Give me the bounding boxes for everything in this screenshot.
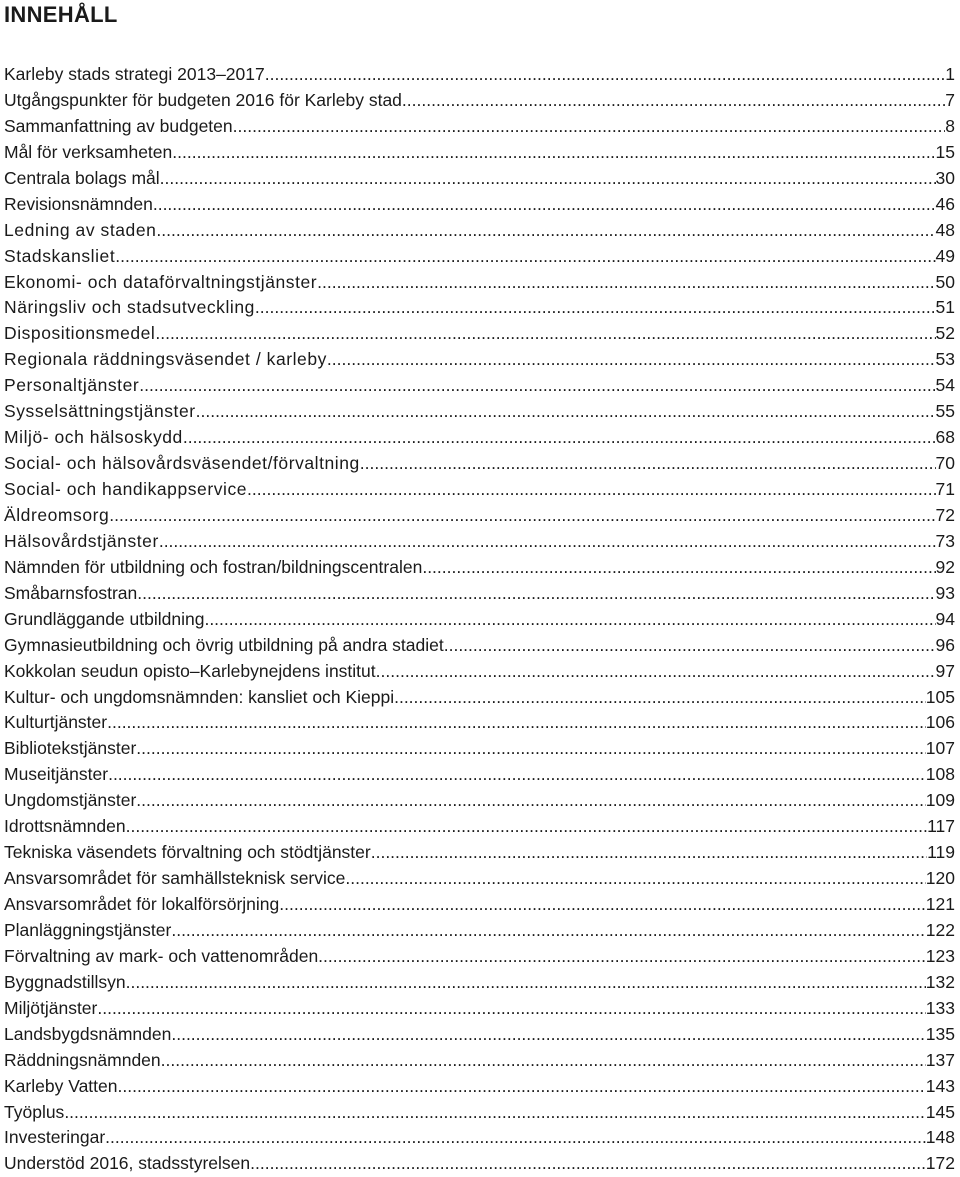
toc-entry[interactable] bbox=[4, 918, 955, 944]
toc-entry-title: Sysselsättningstjänster bbox=[4, 401, 196, 422]
toc-entry-page: 15 bbox=[935, 141, 955, 162]
toc-entry-title: Hälsovårdstjänster bbox=[4, 530, 159, 551]
toc-dot-leader bbox=[204, 607, 935, 633]
toc-entry-title: Ansvarsområdet för samhällsteknisk service bbox=[4, 868, 346, 889]
toc-entry[interactable] bbox=[4, 88, 955, 114]
toc-entry[interactable] bbox=[4, 762, 955, 788]
toc-entry-page: 48 bbox=[935, 219, 955, 240]
toc-entry-page: 137 bbox=[925, 1049, 955, 1070]
toc-entry-page: 105 bbox=[925, 686, 955, 707]
toc-entry-title: Kultur- och ungdomsnämnden: kansliet och Kieppi bbox=[4, 686, 395, 707]
toc-entry-title: Förvaltning av mark- och vattenområden bbox=[4, 945, 319, 966]
toc-dot-leader bbox=[159, 529, 936, 555]
toc-entry-title: Grundläggande utbildning bbox=[4, 608, 205, 629]
toc-entry-page: 93 bbox=[935, 582, 955, 603]
toc-entry[interactable] bbox=[4, 62, 955, 88]
toc-entry-title: Räddningsnämnden bbox=[4, 1049, 161, 1070]
toc-entry-title: Planläggningstjänster bbox=[4, 919, 172, 940]
toc-entry-title: Miljötjänster bbox=[4, 997, 98, 1018]
toc-entry-title: Tekniska väsendets förvaltning och stödtjänster bbox=[4, 842, 371, 863]
toc-entry-title: Dispositionsmedel bbox=[4, 323, 156, 344]
toc-dot-leader bbox=[64, 1100, 925, 1126]
toc-entry[interactable] bbox=[4, 1100, 955, 1126]
toc-entry-title: Karleby stads strategi 2013–2017 bbox=[4, 64, 265, 84]
toc-entry-page: 143 bbox=[925, 1075, 955, 1096]
toc-dot-leader bbox=[97, 996, 925, 1022]
toc-entry-title: Museitjänster bbox=[4, 764, 109, 785]
toc-entry-title: Bibliotekstjänster bbox=[4, 738, 137, 759]
toc-dot-leader bbox=[422, 555, 935, 581]
toc-dot-leader bbox=[247, 477, 936, 503]
toc-dot-leader bbox=[153, 192, 936, 218]
toc-entry[interactable] bbox=[4, 633, 955, 659]
toc-entry-title: Karleby Vatten bbox=[4, 1075, 118, 1096]
toc-entry-title: Understöd 2016, stadsstyrelsen bbox=[4, 1153, 251, 1174]
toc-entry-page: 148 bbox=[925, 1127, 955, 1148]
toc-entry[interactable] bbox=[4, 1074, 955, 1100]
toc-entry[interactable] bbox=[4, 321, 955, 347]
toc-entry-page: 135 bbox=[925, 1023, 955, 1044]
toc-dot-leader bbox=[327, 347, 936, 373]
toc-dot-leader bbox=[171, 1022, 925, 1048]
toc-entry[interactable] bbox=[4, 295, 955, 321]
toc-entry-page: 106 bbox=[925, 712, 955, 733]
toc-entry-title: Gymnasieutbildning och övrig utbildning på andra stadiet bbox=[4, 634, 444, 655]
toc-dot-leader bbox=[160, 166, 936, 192]
toc-entry-page: 52 bbox=[935, 323, 955, 344]
toc-entry-page: 109 bbox=[925, 790, 955, 811]
toc-entry-page: 132 bbox=[925, 971, 955, 992]
toc-entry[interactable] bbox=[4, 425, 955, 451]
toc-entry[interactable] bbox=[4, 503, 955, 529]
toc-dot-leader bbox=[279, 892, 926, 918]
toc-entry-page: 8 bbox=[945, 115, 955, 136]
toc-dot-leader bbox=[345, 866, 925, 892]
toc-entry-title: Social- och hälsovårdsväsendet/förvaltning bbox=[4, 453, 360, 474]
toc-dot-leader bbox=[196, 399, 936, 425]
toc-entry[interactable] bbox=[4, 140, 955, 166]
toc-entry-page: 50 bbox=[935, 271, 955, 292]
toc-entry-title: Työplus bbox=[4, 1101, 65, 1122]
toc-entry-page: 7 bbox=[945, 89, 955, 110]
toc-entry[interactable] bbox=[4, 736, 955, 762]
toc-dot-leader bbox=[136, 788, 926, 814]
toc-entry-page: 108 bbox=[925, 764, 955, 785]
toc-entry-title: Social- och handikappservice bbox=[4, 479, 248, 499]
toc-entry[interactable] bbox=[4, 555, 955, 581]
toc-entry-title: Centrala bolags mål bbox=[4, 167, 160, 188]
toc-entry[interactable] bbox=[4, 659, 955, 685]
table-of-contents bbox=[4, 62, 955, 1177]
toc-entry-page: 133 bbox=[925, 997, 955, 1018]
toc-dot-leader bbox=[265, 62, 946, 88]
toc-entry-title: Nämnden för utbildning och fostran/bildningscentralen bbox=[4, 556, 423, 577]
toc-entry-title: Äldreomsorg bbox=[4, 504, 110, 525]
toc-dot-leader bbox=[105, 1125, 926, 1151]
toc-entry[interactable] bbox=[4, 840, 955, 866]
toc-entry-page: 55 bbox=[935, 401, 955, 422]
toc-entry[interactable] bbox=[4, 1048, 955, 1074]
toc-entry-title: Ungdomstjänster bbox=[4, 790, 137, 811]
toc-dot-leader bbox=[318, 944, 926, 970]
toc-entry[interactable] bbox=[4, 944, 955, 970]
toc-entry-title: Sammanfattning av budgeten bbox=[4, 115, 233, 136]
toc-entry-page: 30 bbox=[935, 167, 955, 188]
toc-entry-title: Miljö- och hälsoskydd bbox=[4, 427, 183, 448]
toc-dot-leader bbox=[155, 321, 935, 347]
toc-entry-page: 119 bbox=[927, 842, 955, 863]
toc-entry[interactable] bbox=[4, 1151, 955, 1177]
toc-entry-page: 73 bbox=[935, 530, 955, 551]
toc-entry-page: 1 bbox=[945, 64, 955, 84]
toc-entry[interactable] bbox=[4, 788, 955, 814]
toc-entry[interactable] bbox=[4, 529, 955, 555]
toc-entry-page: 72 bbox=[935, 504, 955, 525]
toc-entry[interactable] bbox=[4, 114, 955, 140]
toc-entry[interactable] bbox=[4, 970, 955, 996]
toc-entry-title: Byggnadstillsyn bbox=[4, 971, 126, 992]
toc-entry-title: Ansvarsområdet för lokalförsörjning bbox=[4, 894, 280, 914]
toc-dot-leader bbox=[118, 1074, 926, 1100]
toc-entry[interactable] bbox=[4, 477, 955, 503]
toc-entry[interactable] bbox=[4, 451, 955, 477]
toc-entry-title: Revisionsnämnden bbox=[4, 193, 153, 214]
toc-entry-title: Personaltjänster bbox=[4, 375, 140, 396]
toc-entry-page: 107 bbox=[925, 738, 955, 759]
toc-dot-leader bbox=[109, 503, 935, 529]
toc-entry-page: 96 bbox=[935, 634, 955, 655]
toc-entry[interactable] bbox=[4, 581, 955, 607]
toc-dot-leader bbox=[136, 736, 926, 762]
toc-entry-page: 122 bbox=[925, 919, 955, 940]
toc-dot-leader bbox=[250, 1151, 926, 1177]
toc-dot-leader bbox=[444, 633, 936, 659]
toc-entry-page: 92 bbox=[935, 556, 955, 577]
toc-entry-title: Ledning av staden bbox=[4, 219, 157, 240]
toc-entry[interactable] bbox=[4, 373, 955, 399]
toc-dot-leader bbox=[402, 88, 945, 114]
toc-entry-title: Mål för verksamheten bbox=[4, 141, 173, 162]
toc-entry-title: Investeringar bbox=[4, 1127, 106, 1148]
toc-entry-page: 121 bbox=[925, 894, 955, 914]
toc-entry-title: Utgångspunkter för budgeten 2016 för Karleby stad bbox=[4, 89, 402, 110]
toc-dot-leader bbox=[161, 1048, 926, 1074]
toc-entry[interactable] bbox=[4, 1125, 955, 1151]
toc-entry-page: 53 bbox=[935, 349, 955, 370]
toc-entry[interactable] bbox=[4, 892, 955, 918]
toc-entry-page: 94 bbox=[935, 608, 955, 629]
toc-dot-leader bbox=[255, 295, 936, 321]
toc-entry-page: 145 bbox=[925, 1101, 955, 1122]
page-title: INNEHÅLL bbox=[4, 2, 118, 27]
toc-entry-title: Stadskansliet bbox=[4, 245, 116, 266]
toc-entry-title: Småbarnsfostran bbox=[4, 582, 138, 603]
toc-dot-leader bbox=[171, 918, 925, 944]
toc-dot-leader bbox=[371, 840, 927, 866]
toc-entry-page: 123 bbox=[925, 945, 955, 966]
toc-entry-page: 54 bbox=[935, 375, 955, 396]
toc-dot-leader bbox=[126, 814, 927, 840]
toc-dot-leader bbox=[360, 451, 936, 477]
toc-dot-leader bbox=[317, 270, 935, 296]
toc-entry[interactable] bbox=[4, 710, 955, 736]
toc-entry[interactable] bbox=[4, 166, 955, 192]
toc-dot-leader bbox=[139, 373, 935, 399]
toc-entry-title: Ekonomi- och dataförvaltningstjänster bbox=[4, 271, 318, 292]
toc-entry-page: 51 bbox=[935, 297, 955, 318]
toc-entry-page: 71 bbox=[935, 479, 955, 499]
toc-dot-leader bbox=[115, 244, 935, 270]
toc-dot-leader bbox=[107, 710, 926, 736]
toc-dot-leader bbox=[172, 140, 935, 166]
toc-dot-leader bbox=[126, 970, 926, 996]
toc-entry[interactable] bbox=[4, 270, 955, 296]
toc-dot-leader bbox=[156, 218, 935, 244]
toc-dot-leader bbox=[108, 762, 926, 788]
toc-entry[interactable] bbox=[4, 244, 955, 270]
toc-entry[interactable] bbox=[4, 218, 955, 244]
toc-dot-leader bbox=[394, 685, 926, 711]
toc-entry[interactable] bbox=[4, 814, 955, 840]
toc-dot-leader bbox=[137, 581, 935, 607]
toc-entry-page: 70 bbox=[935, 453, 955, 474]
toc-entry-title: Kokkolan seudun opisto–Karlebynejdens institut bbox=[4, 660, 376, 681]
toc-entry[interactable] bbox=[4, 347, 955, 373]
toc-entry-page: 120 bbox=[925, 868, 955, 889]
toc-entry-page: 68 bbox=[935, 427, 955, 448]
toc-entry[interactable] bbox=[4, 192, 955, 218]
toc-entry[interactable] bbox=[4, 685, 955, 711]
toc-entry[interactable] bbox=[4, 1022, 955, 1048]
toc-entry[interactable] bbox=[4, 996, 955, 1022]
toc-entry[interactable] bbox=[4, 399, 955, 425]
toc-dot-leader bbox=[233, 114, 946, 140]
toc-dot-leader bbox=[183, 425, 936, 451]
toc-entry-title: Näringsliv och stadsutveckling bbox=[4, 297, 255, 318]
toc-entry-page: 49 bbox=[935, 245, 955, 266]
toc-entry[interactable] bbox=[4, 607, 955, 633]
toc-entry-page: 46 bbox=[935, 193, 955, 214]
toc-entry[interactable] bbox=[4, 866, 955, 892]
toc-entry-title: Landsbygdsnämnden bbox=[4, 1023, 172, 1044]
toc-entry-page: 172 bbox=[925, 1153, 955, 1174]
toc-entry-title: Regionala räddningsväsendet / karleby bbox=[4, 349, 327, 370]
toc-entry-page: 117 bbox=[927, 816, 955, 837]
toc-entry-title: Idrottsnämnden bbox=[4, 816, 126, 837]
toc-dot-leader bbox=[376, 659, 936, 685]
toc-entry-title: Kulturtjänster bbox=[4, 712, 108, 733]
toc-entry-page: 97 bbox=[935, 660, 955, 681]
